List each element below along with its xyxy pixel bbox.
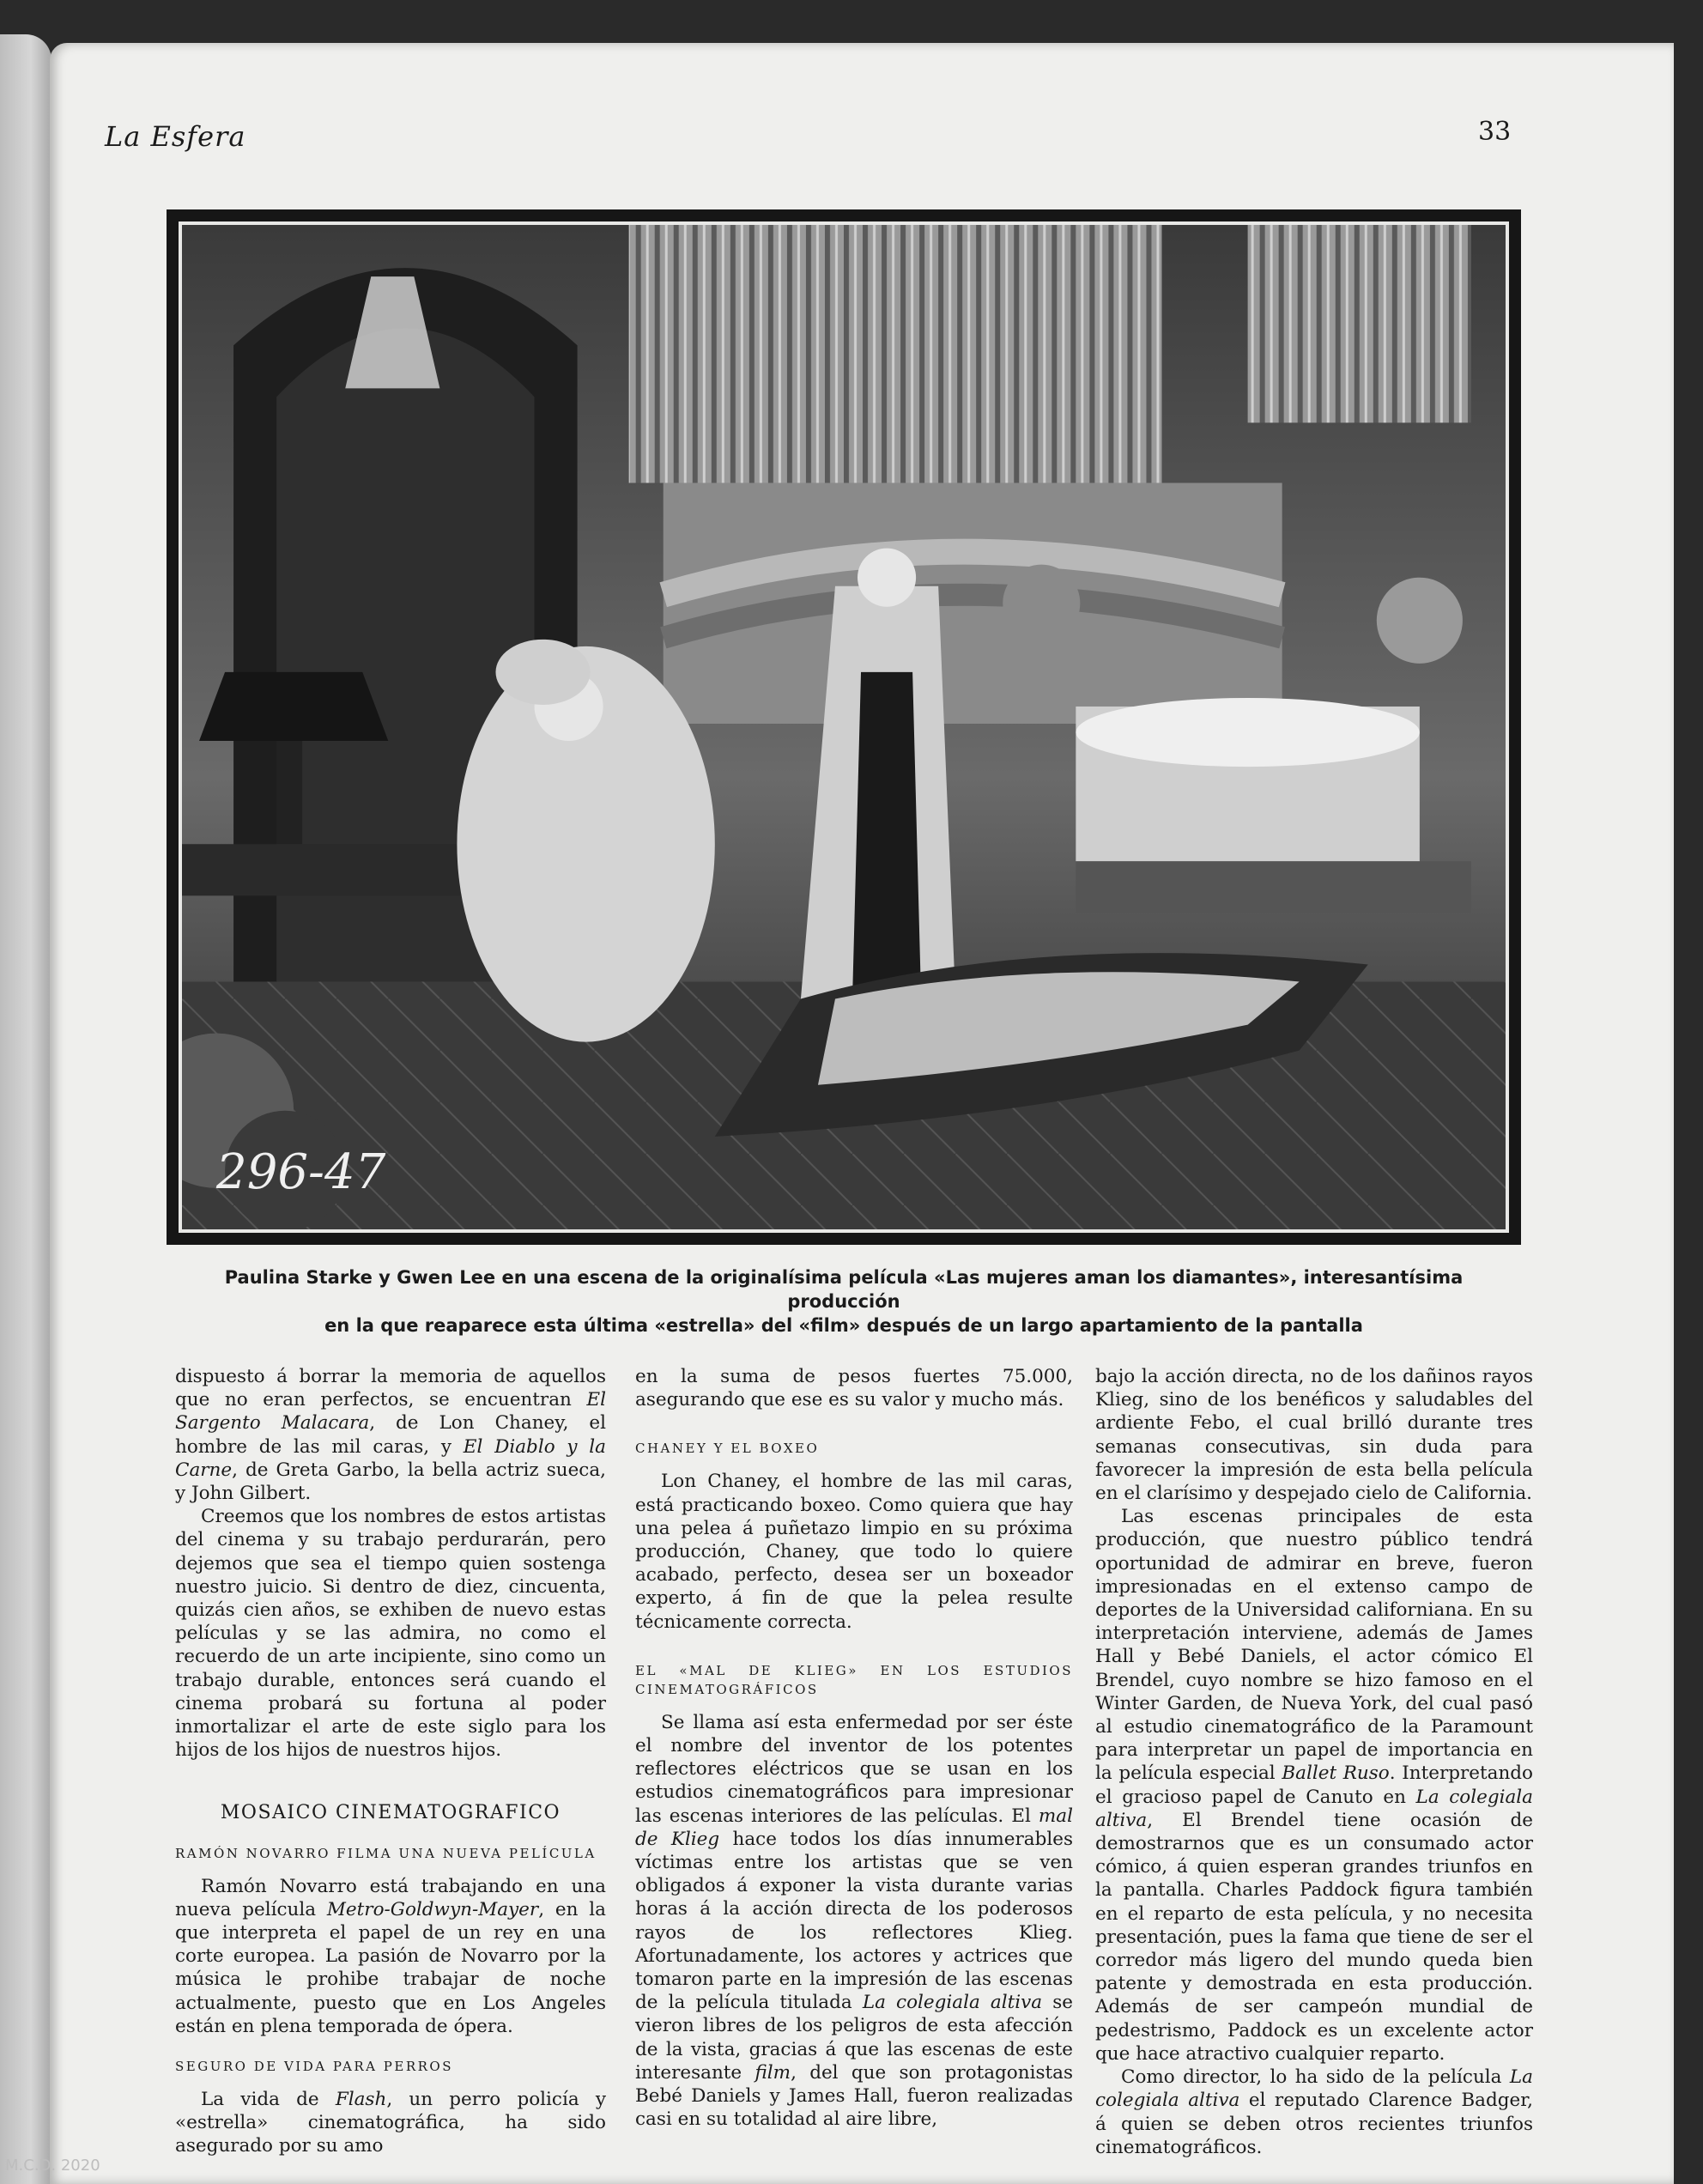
text-run: Las escenas principales de esta producción, que nuestro público tendrá oportunidad de admirar en breve, fueron impresionadas en el extenso campo de deportes de la Universidad californiana. En su interpretación interviene, además de James Hall y Bebé Daniels, el actor cómico El Brendel, cuyo nombre se hizo famoso en el Winter Garden, de Nueva York, del cual pasó al estudio cinematográfico de la Paramount para interpretar un papel de importancia en la película especial bbox=[1095, 1506, 1533, 1785]
text-run: , de Greta Garbo, la bella actriz sueca, y John Gilbert. bbox=[175, 1459, 606, 1505]
film-still-illustration bbox=[182, 225, 1506, 1229]
film-title: El Sargento Malacara bbox=[175, 1389, 606, 1435]
caption-line-1: Paulina Starke y Gwen Lee en una escena de la originalísima película «Las mujeres aman los diamantes», interesantísima producción bbox=[224, 1267, 1464, 1312]
film-title: La colegiala altiva bbox=[1095, 1786, 1533, 1831]
paragraph bbox=[1095, 2066, 1533, 2159]
text-run: , de Lon Chaney, el hombre de las mil caras, y bbox=[175, 1412, 606, 1458]
italic-term: mal de Klieg bbox=[635, 1805, 1073, 1850]
magazine-title: La Esfera bbox=[105, 120, 246, 153]
text-run: . Interpretando el gracioso papel de Canuto en bbox=[1095, 1762, 1533, 1808]
text-run: , del que son protagonistas Bebé Daniels y James Hall, fueron realizadas casi en su totalidad al aire libre, bbox=[635, 2061, 1074, 2131]
film-title: Ballet Ruso bbox=[1282, 1762, 1390, 1785]
subheading: RAMÓN NOVARRO FILMA UNA NUEVA PELÍCULA bbox=[175, 1845, 597, 1861]
text-column-1 bbox=[175, 1365, 606, 2158]
text-run: se vieron libres de los peligros de esta afección de la vista, gracias á que las escenas de este interesante bbox=[635, 1992, 1073, 2084]
adjacent-page-edge bbox=[0, 34, 52, 2184]
archive-watermark: M.C.D. 2020 bbox=[5, 2157, 100, 2175]
film-title: La colegiala altiva bbox=[1095, 2066, 1533, 2112]
text-column-3 bbox=[1095, 1365, 1533, 2159]
text-run: Ramón Novarro está trabajando en una nueva película bbox=[175, 1875, 606, 1920]
dog-name: Flash bbox=[335, 2089, 387, 2111]
text-run: La vida de bbox=[201, 2089, 336, 2111]
studio-name: Metro-Goldwyn-Mayer bbox=[326, 1898, 539, 1920]
film-title: La colegiala altiva bbox=[862, 1992, 1043, 2014]
page-number: 33 bbox=[1478, 117, 1512, 147]
subheading: CHANEY Y EL BOXEO bbox=[635, 1441, 820, 1457]
subheading: EL «MAL DE KLIEG» EN LOS ESTUDIOS CINEMATOGRÁFICOS bbox=[635, 1662, 1073, 1697]
text-run: , El Brendel tiene ocasión de demostrarnos que es un consumado actor cómico, á quien esperan grandes triunfos en la pantalla. Charles Paddock figura también en el reparto de esta película, y no necesita presentación, pues la fama que tiene de ser el corredor más ligero del mundo queda bien patente y demostrada en esta producción. Además de ser campeón mundial de pedestrismo, Paddock es un excelente actor que hace atractivo cualquier reparto. bbox=[1095, 1809, 1533, 2065]
paragraph bbox=[175, 2088, 606, 2158]
subheading: SEGURO DE VIDA PARA PERROS bbox=[175, 2059, 453, 2075]
paragraph bbox=[635, 1711, 1073, 2132]
text-run: Como director, lo ha sido de la película bbox=[1121, 2066, 1510, 2089]
film-still-photo bbox=[167, 209, 1521, 1245]
text-run: el reputado Clarence Badger, á quien se deben otros recientes triunfos cinematográficos. bbox=[1095, 2090, 1534, 2158]
italic-term: film bbox=[755, 2061, 791, 2084]
photo-caption bbox=[167, 1265, 1521, 1338]
paragraph: Creemos que los nombres de estos artistas del cinema y su trabajo perdurarán, pero dejemos que sea el tiempo quien sostenga nuestro juicio. Si dentro de diez, cincuenta, quizás cien años, se exhiben de nuevo estas películas y se las admira, no como el recuerdo de un arte incipiente, sino como un trabajo durable, entonces será cuando el cinema probará su fortuna al poder inmortalizar el arte de este siglo para los hijos de los hijos de nuestros hijos. bbox=[175, 1506, 606, 1762]
film-title: El Diablo y la Carne bbox=[175, 1435, 606, 1481]
negative-number-label: 296-47 bbox=[216, 1144, 386, 1200]
paragraph bbox=[175, 1875, 606, 2038]
caption-line-2: en la que reaparece esta última «estrella» del «film» después de un largo apartamiento de la pantalla bbox=[324, 1315, 1363, 1336]
photo-image bbox=[179, 221, 1509, 1233]
paragraph: Lon Chaney, el hombre de las mil caras, está practicando boxeo. Como quiera que hay una pelea á puñetazo limpio en su próxima producción, Chaney, que todo lo quiere acabado, perfecto, desea ser un boxeador experto, á fin de que la pelea resulte técnicamente correcta. bbox=[635, 1471, 1073, 1633]
paragraph bbox=[175, 1365, 606, 1505]
text-run: Se llama así esta enfermedad por ser éste el nombre del inventor de los potentes reflectores eléctricos que se usan en los estudios cinematográficos para impresionar las escenas interiores de las películas. El bbox=[635, 1711, 1073, 1827]
paragraph bbox=[1095, 1505, 1533, 2066]
paragraph: en la suma de pesos fuertes 75.000, asegurando que ese es su valor y mucho más. bbox=[635, 1366, 1073, 1411]
text-run: , un perro policía y «estrella» cinematográfica, ha sido asegurado por su amo bbox=[175, 2089, 606, 2157]
paragraph: bajo la acción directa, no de los dañinos rayos Klieg, sino de los benéficos y saludables del ardiente Febo, el cual brilló durante tres semanas consecutivas, sin duda para favorecer la impresión de esta bella película en el clarísimo y despejado cielo de California. bbox=[1095, 1366, 1533, 1505]
section-title: MOSAICO CINEMATOGRAFICO bbox=[220, 1802, 561, 1824]
text-run: , en la que interpreta el papel de un rey en una corte europea. La pasión de Novarro por la música le prohibe trabajar de noche actualmente, puesto que en Los Angeles están en plena temporada de ópera. bbox=[175, 1898, 606, 2037]
text-run: hace todos los días innumerables víctimas entre los artistas que se ven obligados á exponer la vista durante varias horas á la acción directa de los poderosos rayos de los reflectores Klieg. Afortunadamente, los actores y actrices que tomaron parte en la impresión de las escenas de la película titulada bbox=[635, 1828, 1073, 2014]
text-column-2 bbox=[635, 1365, 1073, 2131]
text-run: dispuesto á borrar la memoria de aquellos que no eran perfectos, se encuentran bbox=[175, 1366, 606, 1411]
